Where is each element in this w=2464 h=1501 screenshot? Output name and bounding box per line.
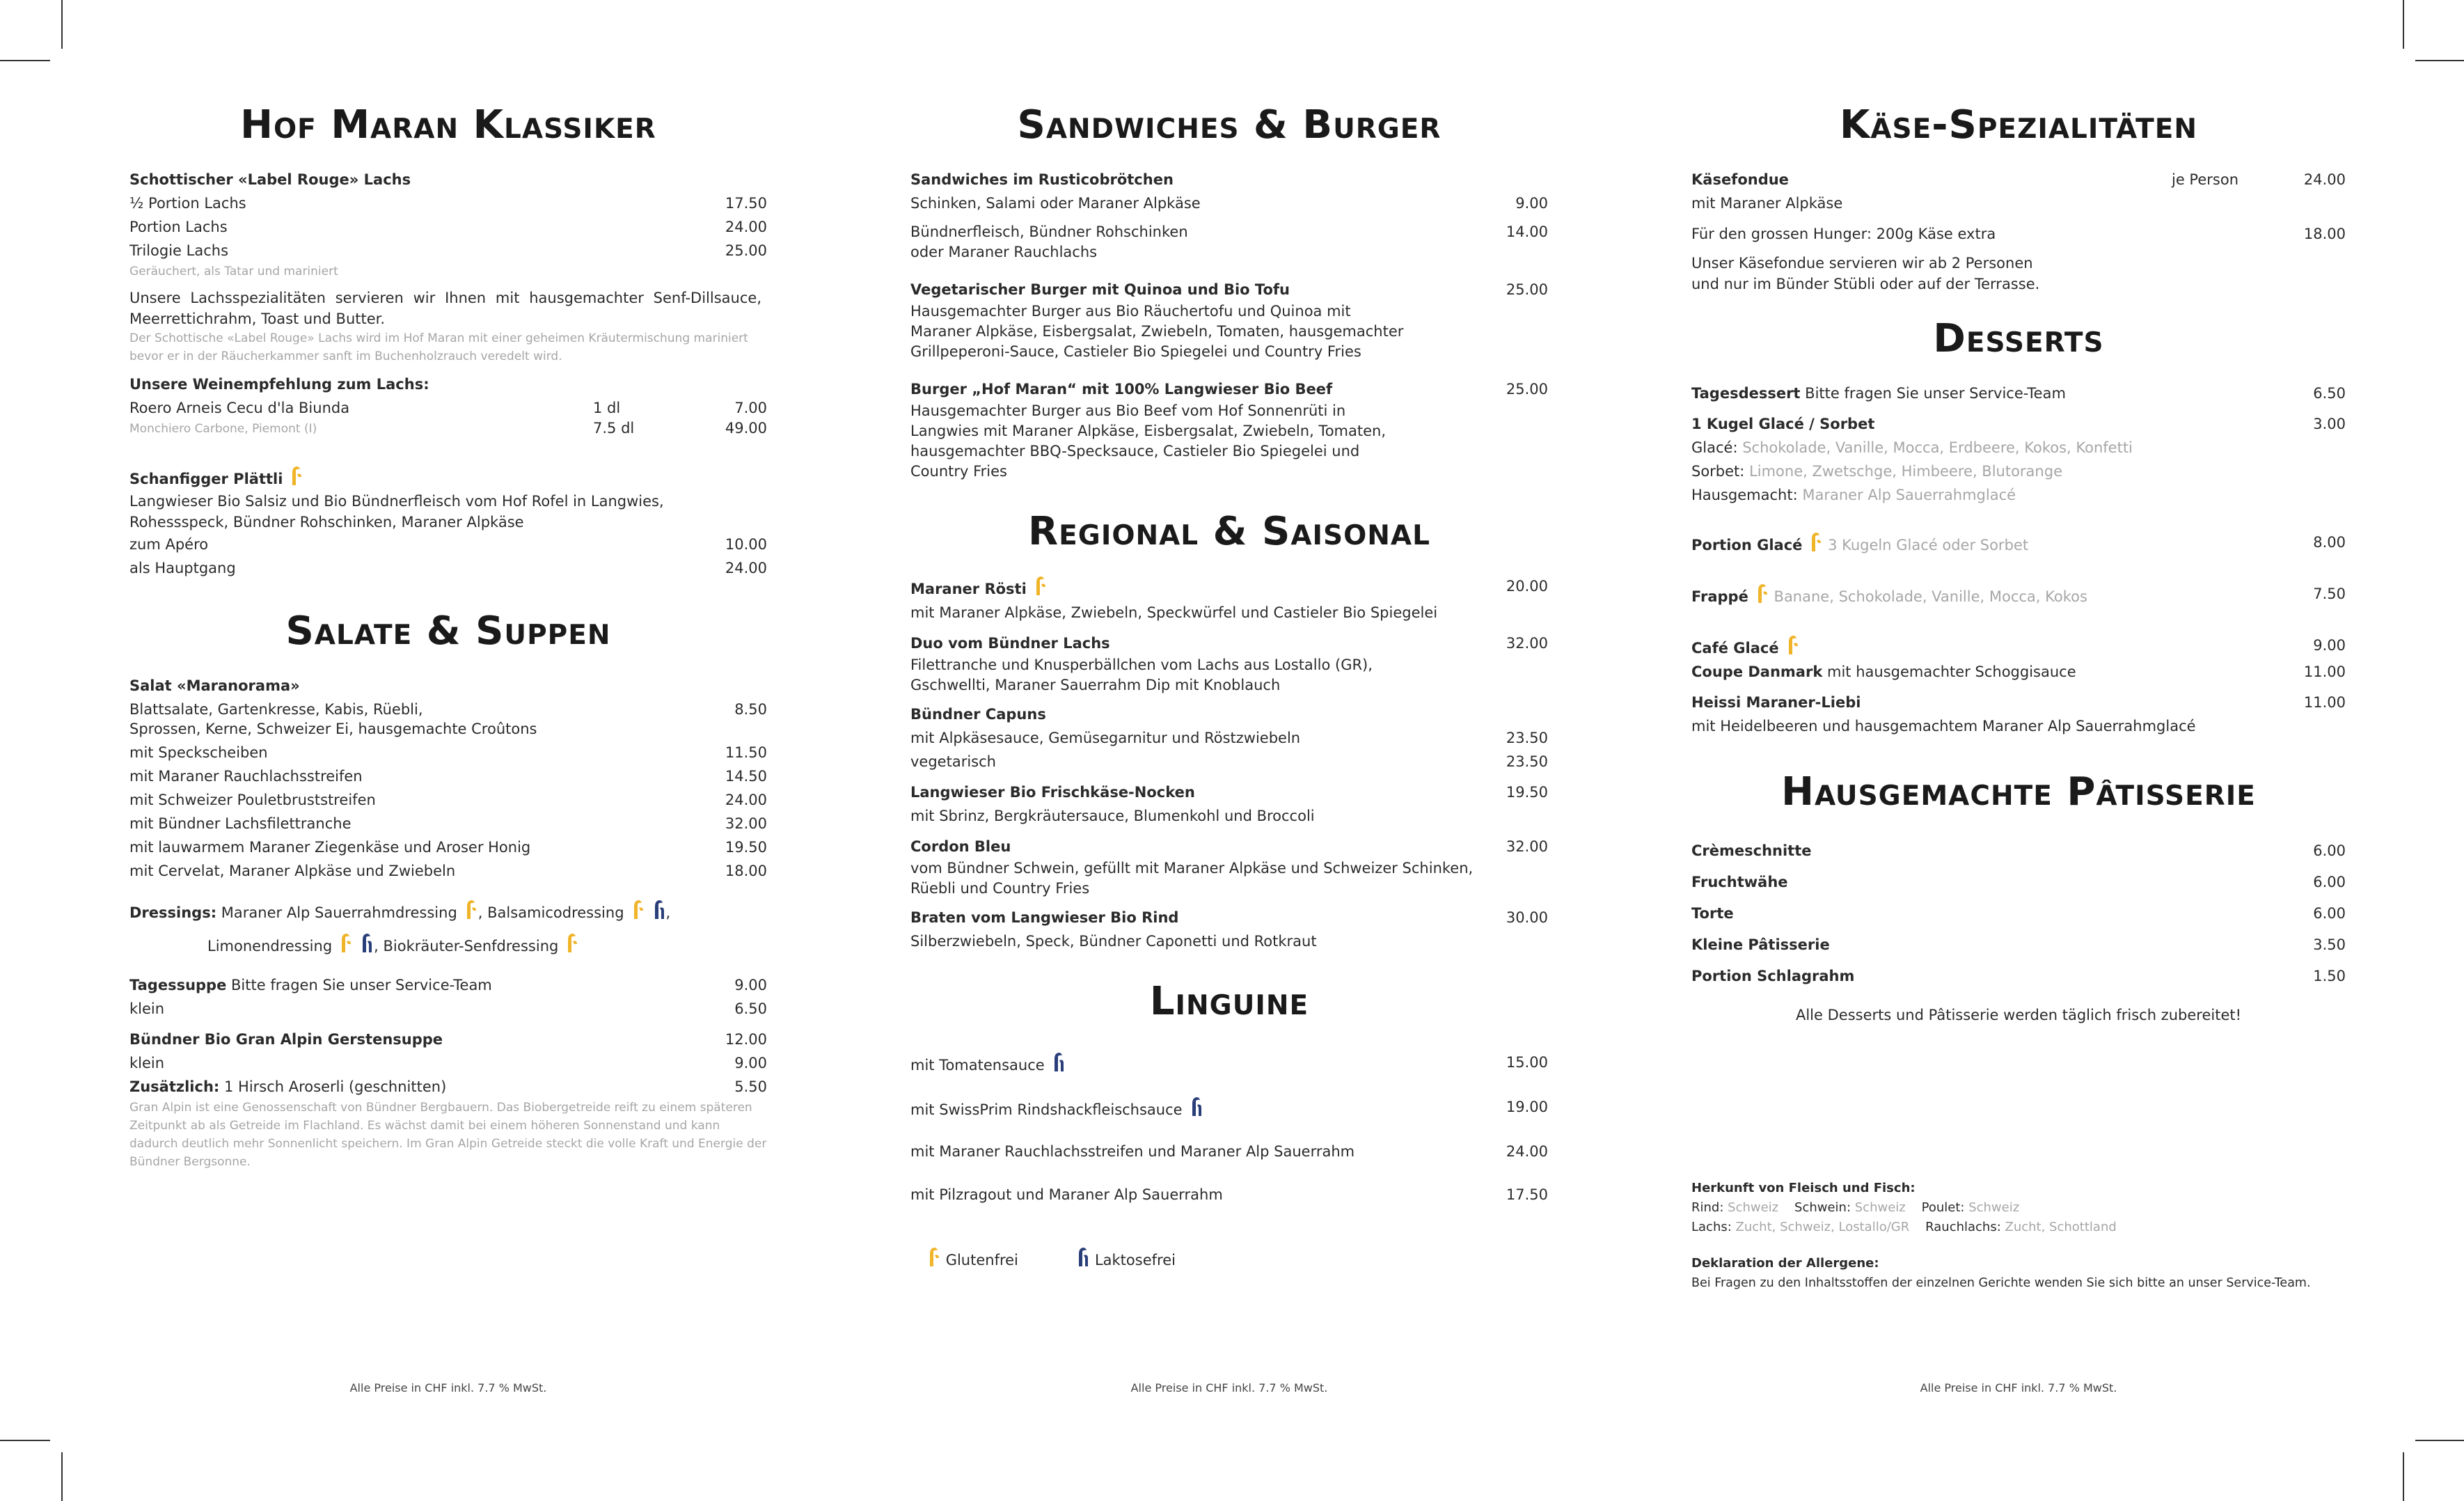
allergen-heading: Deklaration der Allergene:: [1691, 1255, 1879, 1271]
menu-item: klein 9.00: [129, 1055, 767, 1072]
menu-item: Fruchtwähe 6.00: [1691, 873, 2346, 890]
section-title-patisserie: Hausgemachte Pâtisserie: [1781, 769, 2256, 815]
menu-item: Heissi Maraner-Liebi 11.00: [1691, 694, 2346, 712]
menu-column-middle: [910, 91, 1548, 1272]
roesti-description: mit Maraner Alpkäse, Zwiebeln, Speckwürfel und Castieler Bio Spiegelei: [910, 604, 1438, 622]
dressings-row: Limonendressing , Biokräuter-Senfdressing: [129, 932, 767, 958]
menu-item: Tagessuppe Bitte fragen Sie unser Service-Team 9.00: [129, 977, 767, 994]
menu-item: Braten vom Langwieser Bio Rind 30.00: [910, 909, 1548, 927]
menu-column-left: [129, 91, 767, 1171]
dressings-row: Dressings: Maraner Alp Sauerrahmdressing , Balsamicodressing ,: [129, 898, 767, 925]
menu-item: mit Maraner Rauchlachsstreifen und Maraner Alp Sauerrahm 24.00: [910, 1142, 1548, 1160]
plaettli-heading: Schanfigger Plättli: [129, 464, 767, 491]
lachs-description: Unsere Lachsspezialitäten servieren wir Ihnen mit hausgemachter Senf-Dillsauce, Meerrettichrahm, Toast und Butter.: [129, 290, 761, 328]
glutenfree-icon: [564, 932, 579, 954]
duo-description: Filettranche und Knusperbällchen vom Lachs aus Lostallo (GR), Gschwellti, Maraner Sauerrahm Dip mit Knoblauch: [910, 657, 1373, 694]
glutenfree-icon: [630, 898, 645, 920]
menu-item: Portion Glacé 3 Kugeln Glacé oder Sorbet 8.00: [1691, 531, 2346, 557]
menu-item: als Hauptgang 24.00: [129, 560, 767, 577]
menu-item: Zusätzlich: 1 Hirsch Aroserli (geschnitten) 5.50: [129, 1078, 767, 1096]
menu-item: Duo vom Bündner Lachs 32.00: [910, 635, 1548, 652]
wine-heading: Unsere Weinempfehlung zum Lachs:: [129, 376, 429, 393]
crop-mark: [61, 0, 63, 49]
menu-item: Langwieser Bio Frischkäse-Nocken 19.50: [910, 784, 1548, 801]
lactosefree-icon: [651, 898, 666, 920]
menu-item: Tagesdessert Bitte fragen Sie unser Service-Team 6.50: [1691, 385, 2346, 402]
menu-item: Crèmeschnitte 6.00: [1691, 842, 2346, 859]
menu-item: vegetarisch 23.50: [910, 753, 1548, 771]
menu-item: 1 Kugel Glacé / Sorbet 3.00: [1691, 416, 2346, 433]
crop-mark: [0, 60, 50, 61]
menu-item: mit SwissPrim Rindshackfleischsauce 19.00: [910, 1095, 1548, 1122]
glutenfree-icon: [288, 464, 303, 487]
menu-item: Käsefondue je Person 24.00: [1691, 171, 2346, 189]
menu-item: Frappé Banane, Schokolade, Vanille, Mocca, Kokos 7.50: [1691, 582, 2346, 608]
braten-description: Silberzwiebeln, Speck, Bündner Caponetti und Rotkraut: [910, 933, 1317, 950]
menu-item: mit Maraner Rauchlachsstreifen 14.50: [129, 768, 767, 785]
menu-item: Blattsalate, Gartenkresse, Kabis, Rüebli, 8.50: [129, 701, 767, 718]
menu-item: mit Bündner Lachsfilettranche 32.00: [129, 815, 767, 833]
glutenfree-icon: [1808, 531, 1823, 553]
menu-item: mit Speckscheiben 11.50: [129, 744, 767, 762]
crop-mark: [2415, 60, 2464, 61]
lactosefree-icon: [1075, 1245, 1090, 1268]
plaettli-description: Langwieser Bio Salsiz und Bio Bündnerfleisch vom Hof Rofel in Langwies, Rohessspeck, Bündner Rohschinken, Maraner Alpkäse: [129, 493, 664, 531]
menu-item: Torte 6.00: [1691, 904, 2346, 922]
price-footer: Alle Preise in CHF inkl. 7.7 % MwSt.: [349, 1381, 547, 1394]
lachs-heading: Schottischer «Label Rouge» Lachs: [129, 171, 411, 189]
price-footer: Alle Preise in CHF inkl. 7.7 % MwSt.: [1130, 1381, 1328, 1394]
sorbet-flavours: Sorbet: Limone, Zwetschge, Himbeere, Blutorange: [1691, 463, 2062, 480]
menu-item: mit Cervelat, Maraner Alpkäse und Zwiebeln 18.00: [129, 863, 767, 880]
section-title-linguine: Linguine: [1149, 979, 1309, 1025]
rustico-heading: Sandwiches im Rusticobrötchen: [910, 171, 1174, 189]
crop-mark: [2403, 1452, 2404, 1501]
glutenfree-icon: [338, 932, 353, 954]
menu-item: Kleine Pâtisserie 3.50: [1691, 936, 2346, 953]
allergen-legend: Glutenfrei Laktosefrei: [910, 1245, 1548, 1272]
glutenfree-icon: [926, 1245, 941, 1268]
capuns-heading: Bündner Capuns: [910, 706, 1046, 723]
menu-item-continued: oder Maraner Rauchlachs: [910, 244, 1098, 261]
lactosefree-icon: [1050, 1051, 1066, 1073]
lactosefree-icon: [358, 932, 374, 954]
allergen-text: Bei Fragen zu den Inhaltsstoffen der einzelnen Gerichte wenden Sie sich bitte an unser Service-Team.: [1691, 1275, 2311, 1290]
veg-description: Hausgemachter Burger aus Bio Räuchertofu und Quinoa mit Maraner Alpkäse, Eisbergsalat, Zwiebeln, Tomaten, hausgemachter Grillpeperoni-Sauce, Castieler Bio Spiegelei und Country Fries: [910, 303, 1404, 361]
section-title-salate: Salate & Suppen: [285, 608, 611, 654]
fondue-subline: mit Maraner Alpkäse: [1691, 195, 1843, 212]
menu-item: mit Pilzragout und Maraner Alp Sauerrahm 17.50: [910, 1186, 1548, 1203]
origin-line: Lachs: Zucht, Schweiz, Lostallo/GR Rauchlachs: Zucht, Schottland: [1691, 1219, 2117, 1234]
patisserie-note: Alle Desserts und Pâtisserie werden täglich frisch zubereitet!: [1795, 1006, 2242, 1023]
nocken-description: mit Sbrinz, Bergkräutersauce, Blumenkohl und Broccoli: [910, 808, 1315, 825]
menu-item: Bündner Bio Gran Alpin Gerstensuppe 12.00: [129, 1031, 767, 1048]
glutenfree-icon: [1785, 634, 1800, 656]
menu-item: Bündnerfleisch, Bündner Rohschinken 14.00: [910, 223, 1548, 241]
menu-item: Burger „Hof Maran“ mit 100% Langwieser Bio Beef 25.00: [910, 381, 1548, 398]
crop-mark: [0, 1440, 50, 1441]
menu-item: Coupe Danmark mit hausgemachter Schoggisauce 11.00: [1691, 663, 2346, 681]
glutenfree-icon: [1754, 582, 1769, 604]
glutenfree-icon: [1032, 574, 1048, 597]
section-title-kaese: Käse-Spezialitäten: [1839, 102, 2198, 148]
wine-row: Roero Arneis Cecu d'la Biunda 1 dl 7.00: [129, 400, 767, 417]
section-title-regional: Regional & Saisonal: [1028, 509, 1430, 555]
salat-heading: Salat «Maranorama»: [129, 677, 300, 695]
menu-item: ½ Portion Lachs 17.50: [129, 195, 767, 212]
menu-item: zum Apéro 10.00: [129, 536, 767, 553]
menu-item: Portion Lachs 24.00: [129, 219, 767, 236]
glutenfree-icon: [463, 898, 478, 920]
crop-mark: [2403, 0, 2404, 49]
lachs-note: Geräuchert, als Tatar und mariniert: [129, 265, 338, 279]
section-title-klassiker: Hof Maran Klassiker: [240, 102, 656, 148]
beef-description: Hausgemachter Burger aus Bio Beef vom Hof Sonnenrüti in Langwies mit Maraner Alpkäse, Eisbergsalat, Zwiebeln, Tomaten, hausgemachter BBQ-Specksauce, Castieler Bio Spiegelei und Country Fries: [910, 402, 1387, 480]
menu-item: Für den grossen Hunger: 200g Käse extra 18.00: [1691, 226, 2346, 243]
menu-item: Trilogie Lachs 25.00: [129, 242, 767, 260]
menu-item: Cordon Bleu 32.00: [910, 838, 1548, 856]
heissi-description: mit Heidelbeeren und hausgemachtem Maraner Alp Sauerrahmglacé: [1691, 718, 2196, 735]
crop-mark: [2415, 1440, 2464, 1441]
salat-description: Sprossen, Kerne, Schweizer Ei, hausgemachte Croûtons: [129, 721, 537, 738]
wine-row: Monchiero Carbone, Piemont (I) 7.5 dl 49.00: [129, 420, 767, 437]
menu-item: Café Glacé 9.00: [1691, 634, 2346, 660]
section-title-desserts: Desserts: [1933, 316, 2104, 362]
price-footer: Alle Preise in CHF inkl. 7.7 % MwSt.: [1920, 1381, 2117, 1394]
lachs-note-2: Der Schottische «Label Rouge» Lachs wird im Hof Maran mit einer geheimen Kräutermischung mariniert bevor er in der Räucherkammer sanft im Buchenholzrauch veredelt wird.: [129, 331, 748, 364]
menu-item: Portion Schlagrahm 1.50: [1691, 967, 2346, 984]
menu-column-right: [1691, 91, 2346, 1293]
menu-item: Vegetarischer Burger mit Quinoa und Bio Tofu 25.00: [910, 281, 1548, 299]
gran-alpin-note: Gran Alpin ist eine Genossenschaft von Bündner Bergbauern. Das Biobergetreide reift zu einem späteren Zeitpunkt ab als Getreide im Flachland. Es wächst damit bei einem höheren Sonnenstand und kann dadurch deutlich mehr Sonnenlicht speichern. Im Gran Alpin Getreide steckt die volle Kraft und Energie der Bündner Bergsonne.: [129, 1101, 767, 1170]
menu-item: mit lauwarmem Maraner Ziegenkäse und Aroser Honig 19.50: [129, 839, 767, 856]
menu-item: mit Alpkäsesauce, Gemüsegarnitur und Röstzwiebeln 23.50: [910, 730, 1548, 747]
allergen-block: [1691, 1254, 2346, 1293]
cordon-description: vom Bündner Schwein, gefüllt mit Maraner Alpkäse und Schweizer Schinken, Rüebli und Country Fries: [910, 860, 1474, 897]
origin-line: Rind: Schweiz Schwein: Schweiz Poulet: Schweiz: [1691, 1200, 2020, 1215]
glace-flavours: Glacé: Schokolade, Vanille, Mocca, Erdbeere, Kokos, Konfetti: [1691, 439, 2133, 457]
menu-item: Maraner Rösti 20.00: [910, 574, 1548, 601]
origin-block: [1691, 1179, 2346, 1237]
section-title-sandwiches: Sandwiches & Burger: [1017, 102, 1442, 148]
origin-heading: Herkunft von Fleisch und Fisch:: [1691, 1180, 1916, 1195]
lactosefree-icon: [1188, 1095, 1203, 1117]
menu-item: Schinken, Salami oder Maraner Alpkäse 9.00: [910, 195, 1548, 212]
menu-item: mit Schweizer Pouletbruststreifen 24.00: [129, 792, 767, 809]
fondue-note: Unser Käsefondue servieren wir ab 2 Personen und nur im Bünder Stübli oder auf der Terrasse.: [1691, 255, 2040, 293]
homemade-flavours: Hausgemacht: Maraner Alp Sauerrahmglacé: [1691, 487, 2016, 504]
crop-mark: [61, 1452, 63, 1501]
menu-item: mit Tomatensauce 15.00: [910, 1051, 1548, 1077]
menu-item: klein 6.50: [129, 1000, 767, 1018]
